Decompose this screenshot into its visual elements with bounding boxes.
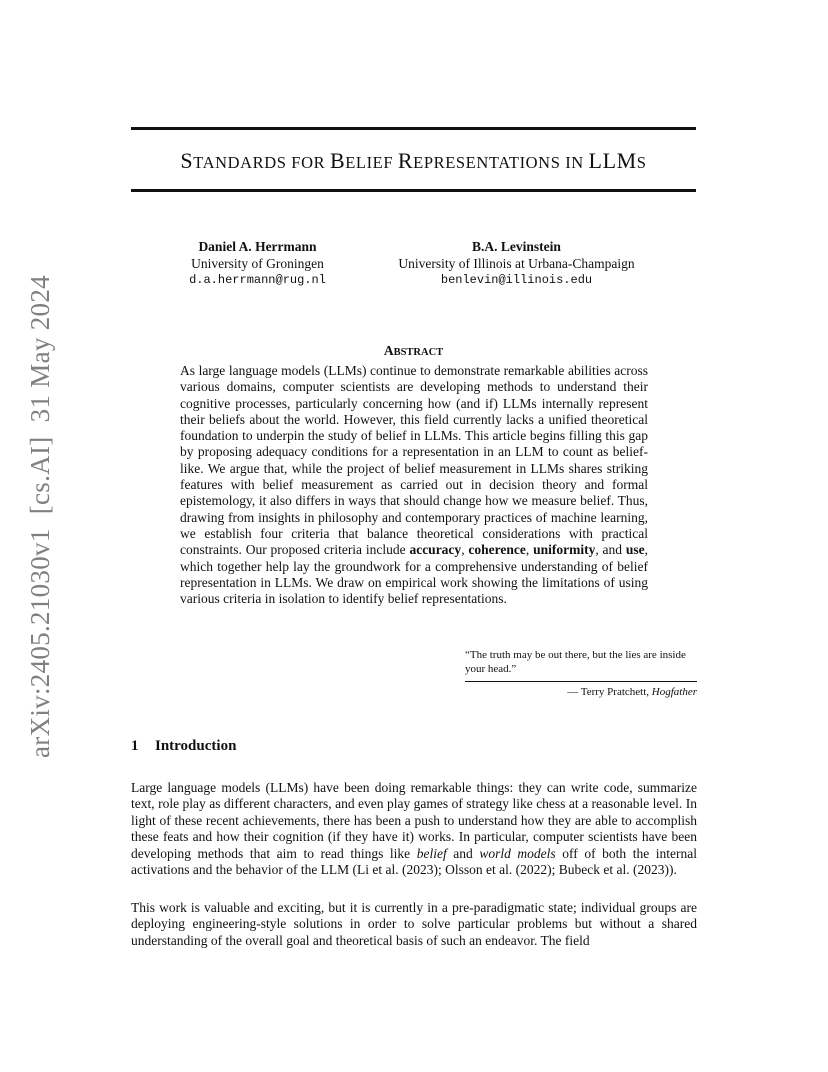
criterion-accuracy: accuracy xyxy=(409,542,462,558)
epigraph-work-title: Hogfather xyxy=(651,686,697,698)
author-affiliation: University of Groningen xyxy=(191,256,324,271)
abstract-part1: As large language models (LLMs) continue to demonstrate remarkable abilities across various domains, computer scientists are developing methods to understand their cognitive processes, particularly concerning how (and if) LLMs internally represent their beliefs about the world. However, this field currently lacks a unified theoretical foundation to underpin the study of belief in LLMs. This article begins filling this gap by proposing adequacy conditions for a representation in an LLM to count as belief-like. We argue that, while the project of belief measurement in LLMs shares striking features with belief measurement as carried out in decision theory and formal epistemology, it also differs in ways that should change how we measure belief. Thus, drawing from insights in philosophy and contemporary practices of machine learning, we establish four criteria that balance theoretical considerations with practical constraints. Our proposed criteria include xyxy=(180,363,648,558)
title-s8: S xyxy=(636,153,647,172)
title-bottom-rule xyxy=(131,189,696,192)
intro-p1-emphasis-world-models: world models xyxy=(479,845,556,861)
author-block-levinstein xyxy=(375,238,658,289)
intro-p1-text-b: and xyxy=(446,845,480,861)
author-email[interactable]: benlevin@illinois.edu xyxy=(440,273,593,287)
epigraph-quote: “The truth may be out there, but the lies are inside your head.” xyxy=(465,649,686,675)
abstract-heading-initial: A xyxy=(383,343,394,358)
abstract-heading-rest: BSTRACT xyxy=(393,347,444,358)
author-name: Daniel A. Herrmann xyxy=(198,239,317,254)
title-s6: EPRESENTATIONS IN xyxy=(413,153,589,172)
arxiv-identifier-stamp: arXiv:2405.21030v1 [cs.AI] 31 May 2024 xyxy=(25,275,55,758)
introduction-paragraph-1 xyxy=(131,780,697,878)
epigraph-rule xyxy=(465,681,697,682)
abstract-sep1: , xyxy=(461,542,469,558)
abstract-sep3: , and xyxy=(595,542,626,558)
intro-p1-emphasis-belief: belief xyxy=(416,845,447,861)
section-title: Introduction xyxy=(155,738,237,754)
section-heading-introduction xyxy=(131,738,236,755)
title-s1: S xyxy=(180,148,194,173)
epigraph xyxy=(465,648,697,699)
paper-title xyxy=(131,148,696,174)
criterion-use: use xyxy=(625,542,645,558)
author-name: B.A. Levinstein xyxy=(472,239,561,254)
criterion-uniformity: uniformity xyxy=(533,542,596,558)
title-s7: LLM xyxy=(588,148,637,173)
title-s4: ELIEF xyxy=(345,153,398,172)
title-s3: B xyxy=(329,148,346,173)
abstract-heading xyxy=(131,343,696,359)
title-s2: TANDARDS FOR xyxy=(193,153,330,172)
title-top-rule xyxy=(131,127,696,130)
epigraph-author: — Terry Pratchett, xyxy=(567,686,652,698)
introduction-paragraph-2: This work is valuable and exciting, but it is currently in a pre-paradigmatic state; individual groups are deploying engineering-style solutions in order to solve particular problems but without a shared understanding of the overall goal and theoretical basis of such an endeavor. The field xyxy=(131,900,697,948)
author-email[interactable]: d.a.herrmann@rug.nl xyxy=(189,273,326,287)
author-block-herrmann xyxy=(165,238,350,289)
epigraph-attribution xyxy=(465,685,697,699)
abstract-part2: , which together help lay the groundwork for a comprehensive understanding of belief representation in LLMs. We draw on empirical work showing the limitations of using various criteria in isolation to identify belief representations. xyxy=(180,542,648,607)
intro-p1-text-a: Large language models (LLMs) have been doing remarkable things: they can write code, summarize text, role play as different characters, and even play games of strategy like chess at a reasonable level. In light of these recent achievements, there has been a push to understand how they are able to accomplish these feats and how their cognition (if they have it) works. In particular, computer scientists have been developing methods that aim to read things like xyxy=(131,780,697,861)
abstract-sep2: , xyxy=(525,542,534,558)
author-affiliation: University of Illinois at Urbana-Champaign xyxy=(398,256,635,271)
criterion-coherence: coherence xyxy=(468,542,526,558)
section-number: 1 xyxy=(131,738,139,754)
intro-p1-text-c: off of both the internal activations and the behavior of the LLM (Li et al. (2023); Olsson et al. (2022); Bubeck et al. (2023)). xyxy=(131,845,697,878)
title-s5: R xyxy=(397,148,414,173)
abstract-text xyxy=(180,363,648,607)
